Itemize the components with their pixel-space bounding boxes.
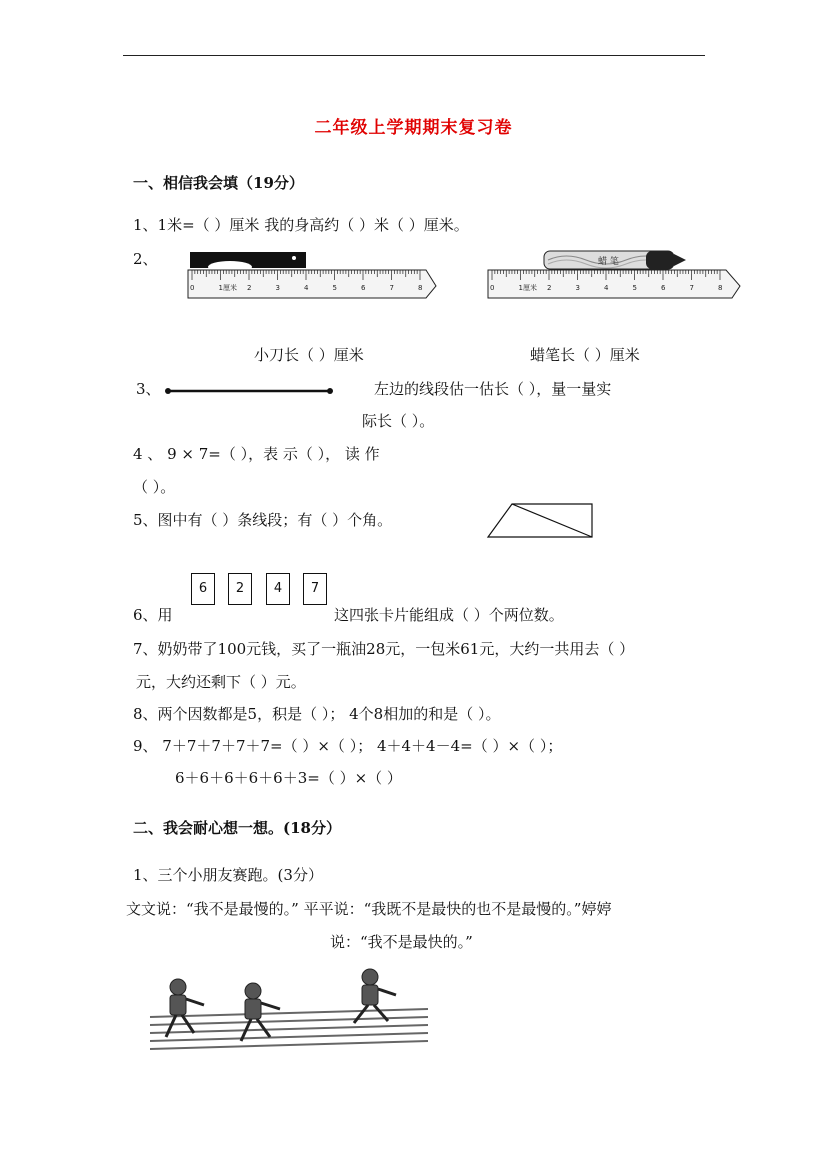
question-9-line2: 6＋6＋6＋6＋6＋3=（ ）×（ ） [175, 769, 402, 787]
question-4-line1: 4 、 9 × 7=（ ），表 示（ ）， 读 作 [133, 445, 380, 463]
question-7-line1: 7、奶奶带了100元钱，买了一瓶油28元，一包米61元，大约一共用去（ ） [133, 640, 635, 658]
ruler-tick-label: 2 [547, 284, 552, 292]
number-card: 4 [266, 573, 290, 605]
runners-picture [148, 965, 430, 1055]
runner-1 [166, 979, 204, 1037]
ruler-tick-label: 6 [661, 284, 666, 292]
ruler-tick-label: 6 [361, 284, 366, 292]
question-5: 5、图中有（ ）条线段；有（ ）个角。 [133, 511, 393, 529]
ruler-tick-label: 4 [604, 284, 609, 292]
number-card: 7 [303, 573, 327, 605]
question-2-number: 2、 [133, 250, 158, 268]
number-card: 6 [191, 573, 215, 605]
question-8: 8、两个因数都是5，积是（ ）； 4个8相加的和是（ ）。 [133, 705, 501, 723]
section-2-heading: 二、我会耐心想一想。(18分） [133, 819, 341, 837]
knife-ruler-image [186, 250, 442, 302]
trapezoid-figure [486, 502, 596, 540]
section-2-question-1-line3: 说：“我不是最快的。” [330, 933, 473, 951]
question-3-text-line1: 左边的线段估一估长（ ），量一量实 [374, 380, 612, 398]
ruler-tick-label: 0 [490, 284, 495, 292]
header-rule [123, 55, 705, 56]
section-1-heading: 一、相信我会填（19分） [133, 174, 304, 192]
ruler-tick-label: 1厘米 [518, 284, 537, 292]
runner-3 [354, 969, 396, 1023]
section-2-question-1-line2: 文文说：“我不是最慢的。” 平平说：“我既不是最快的也不是最慢的。”婷婷 [126, 900, 612, 918]
number-card: 2 [228, 573, 252, 605]
ruler-tick-label: 1厘米 [218, 284, 237, 292]
ruler-tick-label: 7 [389, 284, 394, 292]
crayon-ruler-image [486, 250, 744, 302]
question-7-line2: 元，大约还剩下（ ）元。 [136, 673, 306, 691]
runner-2 [241, 983, 280, 1041]
knife-length-label: 小刀长（ ）厘米 [254, 346, 364, 364]
section-2-question-1-line1: 1、三个小朋友赛跑。(3分） [133, 866, 323, 884]
ruler-tick-label: 5 [632, 284, 637, 292]
ruler-tick-label: 8 [718, 284, 723, 292]
question-1: 1、1米=（ ）厘米 我的身高约（ ）米（ ）厘米。 [133, 216, 469, 234]
ruler-tick-label: 8 [418, 284, 423, 292]
crayon-length-label: 蜡笔长（ ）厘米 [530, 346, 640, 364]
ruler-tick-label: 0 [190, 284, 195, 292]
question-9-line1: 9、 7＋7＋7＋7＋7=（ ）×（ ）； 4＋4＋4－4=（ ）×（ ）； [133, 737, 563, 755]
ruler-tick-label: 4 [304, 284, 309, 292]
line-segment-figure [160, 384, 338, 398]
ruler-tick-label: 3 [275, 284, 280, 292]
ruler-tick-label: 7 [689, 284, 694, 292]
ruler-tick-label: 5 [332, 284, 337, 292]
ruler-tick-label: 2 [247, 284, 252, 292]
question-3-number: 3、 [136, 380, 161, 398]
page-title: 二年级上学期期末复习卷 [314, 118, 513, 138]
question-6-suffix: 这四张卡片能组成（ ）个两位数。 [334, 606, 564, 624]
question-3-text-line2: 际长（ ）。 [362, 412, 435, 430]
ruler-tick-label: 3 [575, 284, 580, 292]
question-4-line2: （ ）。 [133, 478, 176, 496]
question-6-prefix: 6、用 [133, 606, 173, 624]
crayon-label-text: 蜡 笔 [598, 257, 619, 267]
